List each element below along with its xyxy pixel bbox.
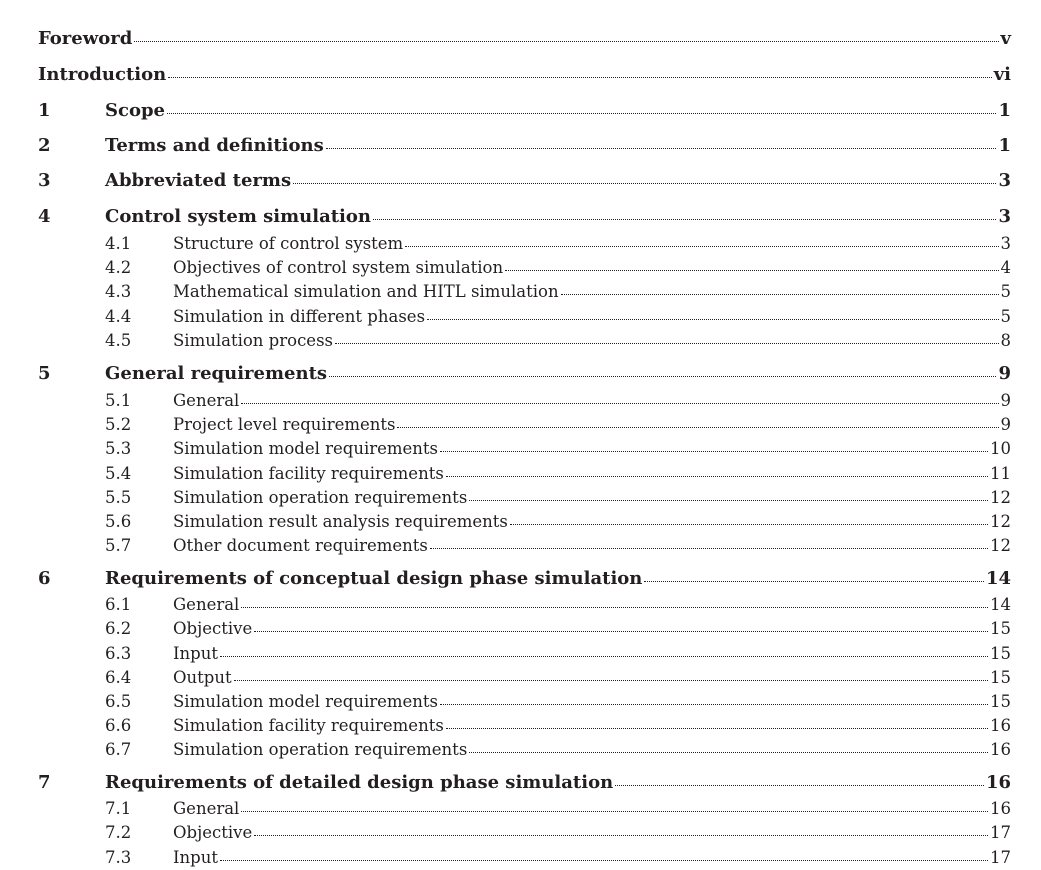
dot-leader	[220, 655, 988, 657]
toc-entry-number: 5.2	[105, 415, 132, 434]
toc-entry-title: Requirements of detailed design phase simulation	[105, 772, 614, 793]
toc-entry-page-number: 1	[998, 135, 1011, 156]
toc-entry-title: Simulation facility requirements	[173, 464, 444, 483]
toc-entry-page-number: 17	[990, 848, 1011, 867]
toc-entry-title: Objective	[173, 823, 253, 842]
toc-entry-title: General requirements	[105, 363, 328, 384]
toc-entry-title: Other document requirements	[173, 536, 428, 555]
dot-leader	[326, 147, 997, 149]
toc-entry-subsection[interactable]	[38, 690, 1011, 714]
toc-entry-title: Project level requirements	[173, 415, 396, 434]
toc-entry-title: Structure of control system	[173, 234, 404, 253]
toc-entry-number: 5.4	[105, 464, 132, 483]
toc-entry-title: Scope	[105, 100, 166, 121]
toc-entry-number: 6.6	[105, 716, 132, 735]
toc-entry-title: Requirements of conceptual design phase simulation	[105, 568, 643, 589]
toc-entry-page-number: 15	[990, 644, 1011, 663]
toc-entry-page-number: 5	[1000, 307, 1011, 326]
toc-entry-page-number: 3	[998, 206, 1011, 227]
toc-entry-section[interactable]	[38, 62, 1011, 88]
toc-entry-section[interactable]	[38, 26, 1011, 52]
toc-entry-title: Simulation result analysis requirements	[173, 512, 508, 531]
toc-entry-title: General	[173, 391, 240, 410]
toc-entry-subsection[interactable]	[38, 738, 1011, 762]
toc-entry-page-number: 3	[1000, 234, 1011, 253]
toc-entry-number: 6.4	[105, 668, 132, 687]
toc-entry-title: Output	[173, 668, 232, 687]
toc-entry-number: 4.5	[105, 331, 132, 350]
dot-leader	[373, 218, 996, 220]
toc-entry-page-number: 12	[990, 536, 1011, 555]
toc-entry-page-number: 9	[1000, 391, 1011, 410]
toc-entry-number: 2	[38, 135, 51, 156]
dot-leader	[615, 784, 984, 786]
toc-entry-title: General	[173, 595, 240, 614]
toc-entry-title: Objective	[173, 619, 253, 638]
toc-entry-title: Simulation model requirements	[173, 439, 439, 458]
toc-entry-page-number: 11	[990, 464, 1011, 483]
toc-entry-number: 5.3	[105, 439, 132, 458]
dot-leader	[335, 342, 998, 344]
dot-leader	[167, 112, 996, 114]
toc-entry-number: 4.4	[105, 307, 132, 326]
toc-entry-page-number: 5	[1000, 282, 1011, 301]
dot-leader	[440, 450, 988, 452]
toc-entry-title: Objectives of control system simulation	[173, 258, 504, 277]
toc-entry-page-number: 16	[985, 772, 1011, 793]
toc-entry-title: Abbreviated terms	[105, 170, 292, 191]
toc-entry-number: 6	[38, 568, 51, 589]
toc-entry-page-number: 14	[990, 595, 1011, 614]
dot-leader	[405, 245, 998, 247]
toc-entry-title: Simulation model requirements	[173, 692, 439, 711]
dot-leader	[561, 293, 999, 295]
dot-leader	[469, 499, 988, 501]
toc-entry-page-number: 4	[1000, 258, 1011, 277]
dot-leader	[234, 679, 988, 681]
toc-entry-page-number: 1	[998, 100, 1011, 121]
toc-entry-subsection[interactable]	[38, 593, 1011, 617]
dot-leader	[293, 182, 996, 184]
toc-entry-title: General	[173, 799, 240, 818]
toc-entry-section[interactable]	[38, 361, 1011, 387]
dot-leader	[469, 751, 988, 753]
toc-entry-page-number: 9	[1000, 415, 1011, 434]
toc-entry-page-number: 14	[985, 568, 1011, 589]
dot-leader	[254, 630, 988, 632]
toc-entry-number: 3	[38, 170, 51, 191]
toc-entry-number: 5	[38, 363, 51, 384]
toc-entry-title: Foreword	[38, 28, 133, 49]
toc-entry-section[interactable]	[38, 204, 1011, 230]
toc-entry-subsection[interactable]	[38, 389, 1011, 413]
toc-entry-page-number: v	[1000, 28, 1011, 49]
dot-leader	[446, 727, 988, 729]
toc-entry-title: Control system simulation	[105, 206, 371, 227]
toc-entry-subsection[interactable]	[38, 437, 1011, 461]
dot-leader	[505, 269, 998, 271]
toc-entry-section[interactable]	[38, 168, 1011, 194]
dot-leader	[430, 547, 988, 549]
toc-entry-number: 5.7	[105, 536, 132, 555]
dot-leader	[510, 523, 988, 525]
toc-entry-title: Mathematical simulation and HITL simulation	[173, 282, 559, 301]
toc-entry-title: Simulation operation requirements	[173, 488, 468, 507]
toc-entry-subsection[interactable]	[38, 821, 1011, 845]
toc-entry-subsection[interactable]	[38, 305, 1011, 329]
toc-entry-page-number: 16	[990, 716, 1011, 735]
toc-entry-section[interactable]	[38, 133, 1011, 159]
toc-entry-subsection[interactable]	[38, 797, 1011, 821]
toc-entry-page-number: 12	[990, 512, 1011, 531]
toc-entry-number: 5.1	[105, 391, 132, 410]
toc-entry-page-number: 10	[990, 439, 1011, 458]
dot-leader	[254, 834, 988, 836]
toc-entry-page-number: 9	[998, 363, 1011, 384]
dot-leader	[241, 402, 998, 404]
toc-entry-number: 4.3	[105, 282, 132, 301]
toc-entry-number: 5.5	[105, 488, 132, 507]
dot-leader	[220, 859, 988, 861]
toc-entry-title: Introduction	[38, 64, 167, 85]
toc-entry-title: Simulation process	[173, 331, 334, 350]
toc-entry-title: Simulation facility requirements	[173, 716, 444, 735]
toc-entry-page-number: 15	[990, 668, 1011, 687]
toc-entry-number: 7.2	[105, 823, 132, 842]
toc-entry-number: 4.2	[105, 258, 132, 277]
dot-leader	[644, 580, 984, 582]
toc-entry-title: Simulation operation requirements	[173, 740, 468, 759]
toc-entry-number: 6.3	[105, 644, 132, 663]
toc-entry-page-number: 16	[990, 799, 1011, 818]
toc-entry-subsection[interactable]	[38, 534, 1011, 558]
toc-entry-number: 7.1	[105, 799, 132, 818]
toc-entry-subsection[interactable]	[38, 232, 1011, 256]
toc-entry-number: 4	[38, 206, 51, 227]
toc-entry-section[interactable]	[38, 566, 1011, 592]
toc-entry-page-number: 12	[990, 488, 1011, 507]
toc-entry-page-number: 15	[990, 619, 1011, 638]
toc-entry-page-number: 3	[998, 170, 1011, 191]
dot-leader	[440, 703, 988, 705]
toc-entry-subsection[interactable]	[38, 714, 1011, 738]
toc-entry-subsection[interactable]	[38, 329, 1011, 353]
toc-entry-subsection[interactable]	[38, 510, 1011, 534]
toc-entry-subsection[interactable]	[38, 666, 1011, 690]
toc-entry-number: 4.1	[105, 234, 132, 253]
toc-entry-number: 7.3	[105, 848, 132, 867]
dot-leader	[397, 426, 998, 428]
toc-entry-subsection[interactable]	[38, 256, 1011, 280]
toc-entry-subsection[interactable]	[38, 642, 1011, 666]
toc-entry-number: 6.5	[105, 692, 132, 711]
toc-entry-page-number: 17	[990, 823, 1011, 842]
toc-entry-page-number: 8	[1000, 331, 1011, 350]
toc-entry-title: Terms and definitions	[105, 135, 324, 156]
toc-entry-number: 6.2	[105, 619, 132, 638]
toc-entry-subsection[interactable]	[38, 280, 1011, 304]
toc-entry-title: Input	[173, 848, 218, 867]
toc-entry-number: 6.7	[105, 740, 132, 759]
toc-entry-subsection[interactable]	[38, 462, 1011, 486]
dot-leader	[329, 375, 996, 377]
dot-leader	[134, 40, 998, 42]
toc-entry-subsection[interactable]	[38, 846, 1011, 870]
toc-entry-subsection[interactable]	[38, 486, 1011, 510]
dot-leader	[446, 475, 988, 477]
toc-entry-title: Input	[173, 644, 218, 663]
toc-entry-number: 6.1	[105, 595, 132, 614]
toc-entry-page-number: vi	[993, 64, 1011, 85]
toc-entry-number: 7	[38, 772, 51, 793]
toc-entry-page-number: 15	[990, 692, 1011, 711]
toc-entry-number: 5.6	[105, 512, 132, 531]
toc-entry-number: 1	[38, 100, 51, 121]
toc-entry-section[interactable]	[38, 98, 1011, 124]
toc-entry-page-number: 16	[990, 740, 1011, 759]
dot-leader	[241, 810, 988, 812]
toc-entry-subsection[interactable]	[38, 617, 1011, 641]
dot-leader	[241, 606, 988, 608]
dot-leader	[168, 76, 992, 78]
toc-entry-title: Simulation in different phases	[173, 307, 426, 326]
toc-entry-subsection[interactable]	[38, 413, 1011, 437]
toc-entry-section[interactable]	[38, 770, 1011, 796]
dot-leader	[427, 318, 998, 320]
